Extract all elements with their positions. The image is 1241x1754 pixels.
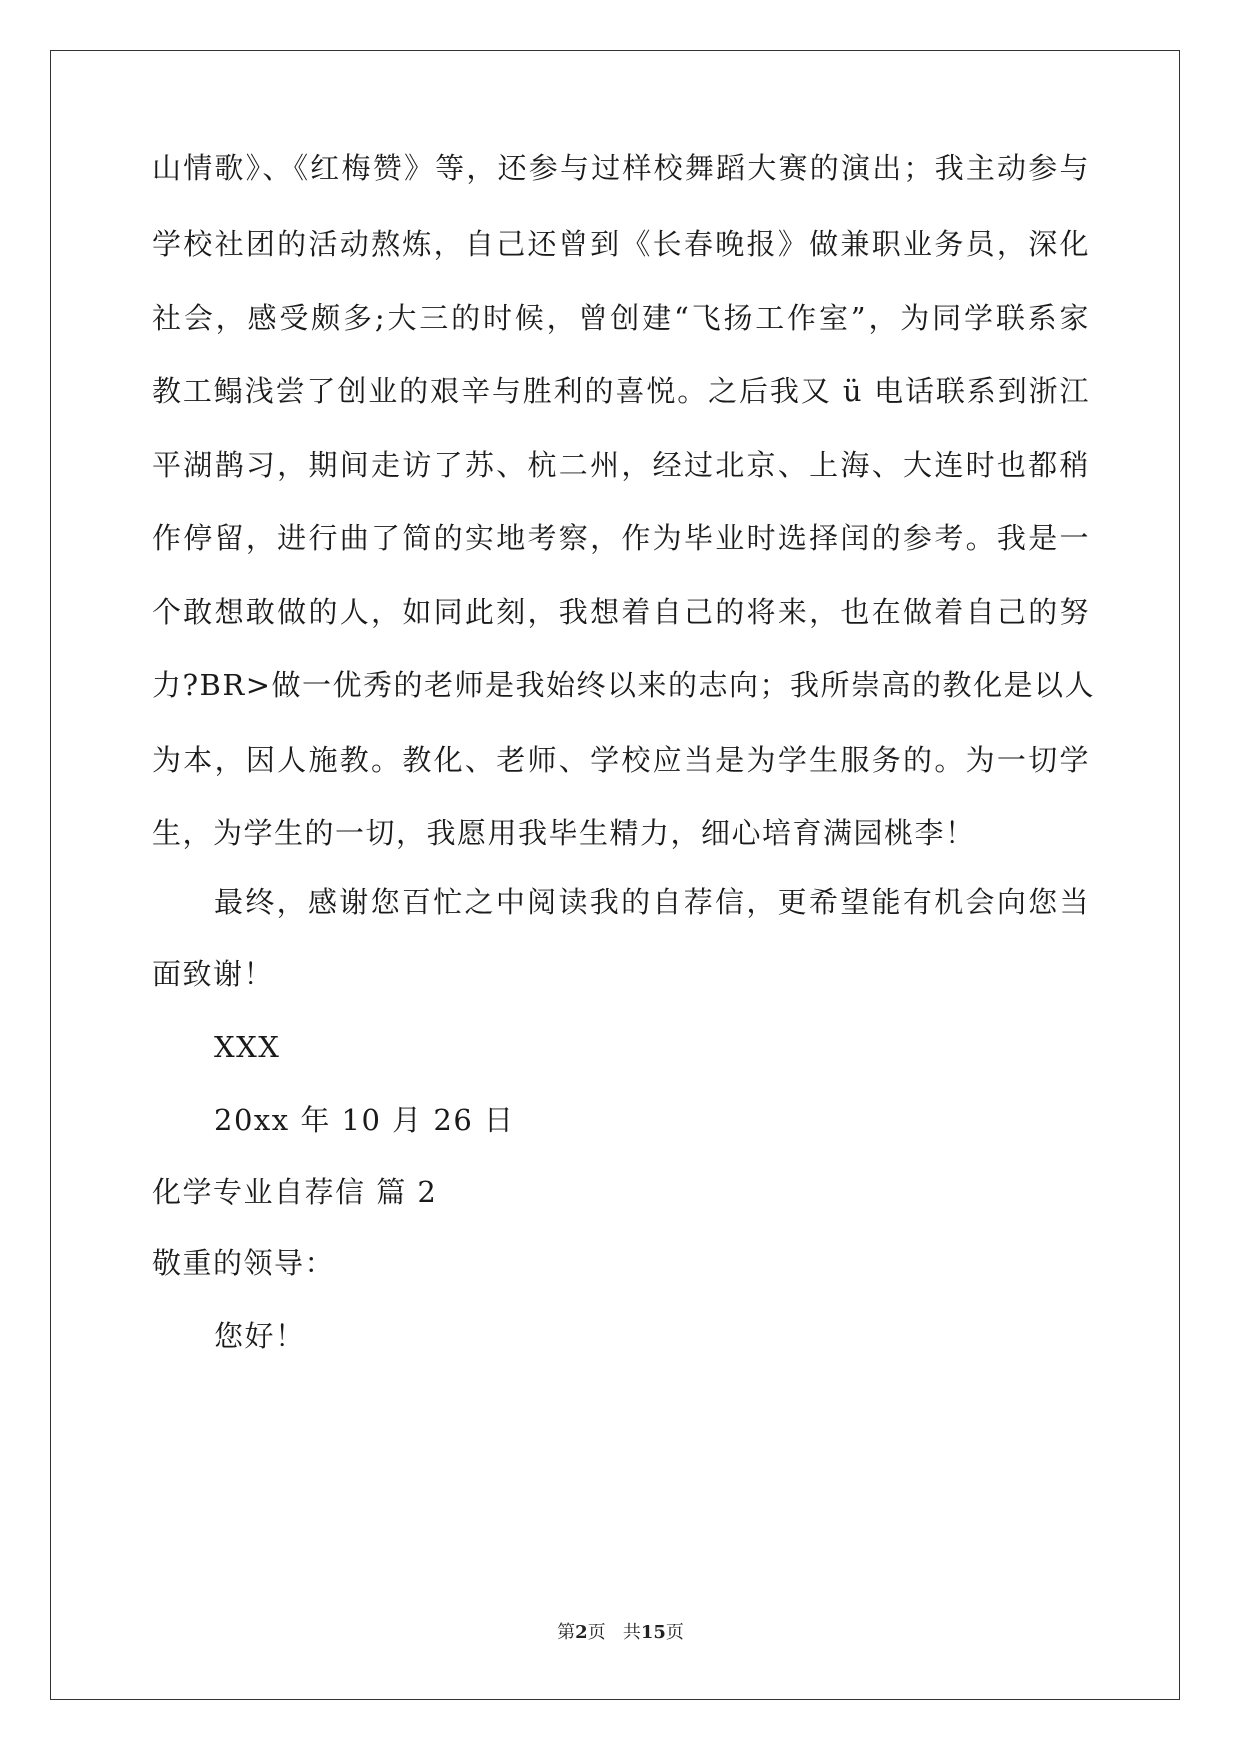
- body-line-2: 学校社团的活动熬炼，自己还曾到《长春晚报》做兼职业务员，深化: [152, 227, 1090, 261]
- body-line-8: 力?BR>做一优秀的老师是我始终以来的志向；我所崇高的教化是以人: [152, 668, 1095, 702]
- footer-total-suffix: 页: [665, 1622, 684, 1643]
- body-line-5: 平湖鹊习，期间走访了苏、杭二州，经过北京、上海、大连时也都稍: [152, 448, 1090, 482]
- body-line-9: 为本，因人施教。教化、老师、学校应当是为学生服务的。为一切学: [152, 743, 1090, 777]
- body-line-1: 山情歌》、《红梅赞》等，还参与过样校舞蹈大赛的演出；我主动参与: [152, 151, 1090, 185]
- footer-total-prefix: 共: [622, 1622, 641, 1643]
- salutation: 敬重的领导：: [152, 1246, 336, 1280]
- body-line-7: 个敢想敢做的人，如同此刻，我想着自己的将来，也在做着自己的努: [152, 595, 1090, 629]
- footer-page-number: 2: [575, 1622, 588, 1643]
- letter-date: 20xx 年 10 月 26 日: [214, 1103, 515, 1137]
- body-line-3: 社会，感受颇多;大三的时候，曾创建“飞扬工作室”，为同学联系家: [152, 301, 1090, 335]
- page-footer: [0, 1618, 1241, 1644]
- body-line-10: 生，为学生的一切，我愿用我毕生精力，细心培育满园桃李！: [152, 816, 976, 850]
- section-title: 化学专业自荐信 篇 2: [152, 1175, 438, 1209]
- closing-line-1: 最终，感谢您百忙之中阅读我的自荐信，更希望能有机会向您当: [214, 885, 1090, 919]
- signature: XXX: [214, 1030, 281, 1064]
- body-line-4: 教工鳎浅尝了创业的艰辛与胜利的喜悦。之后我又 ü 电话联系到浙江: [152, 374, 1090, 408]
- footer-total-pages: 15: [640, 1622, 666, 1643]
- closing-line-2: 面致谢！: [152, 957, 275, 991]
- footer-page-prefix: 第: [557, 1622, 576, 1643]
- footer-page-suffix: 页: [587, 1622, 606, 1643]
- body-line-6: 作停留，进行曲了简的实地考察，作为毕业时选择闰的参考。我是一: [152, 521, 1090, 555]
- greeting: 您好！: [214, 1319, 306, 1353]
